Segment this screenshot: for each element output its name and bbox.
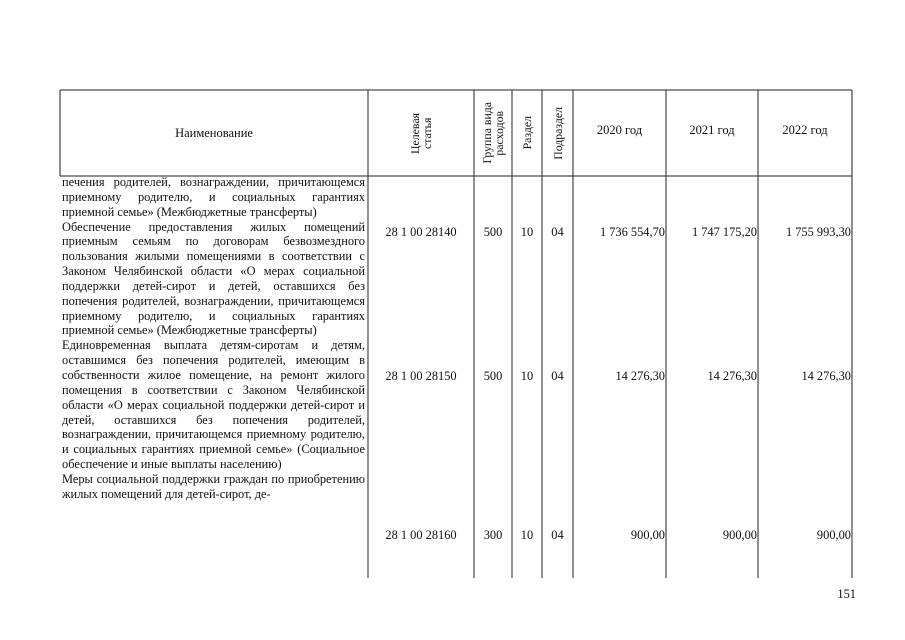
row-3-section: 10: [520, 528, 534, 542]
header-2021: [666, 90, 758, 170]
row-1-group: 500: [483, 225, 503, 239]
row-3-2022: 900,00: [816, 528, 851, 542]
row-1-2022: 1 755 993,30: [785, 225, 851, 239]
row-3-group: 300: [483, 528, 503, 542]
row-4-name: Меры социальной поддержки граждан по приобретению жилых помещений для детей-сирот, де-: [62, 471, 365, 501]
row-2-code: 28 1 00 28150: [385, 369, 457, 383]
header-2022: [758, 90, 852, 170]
row-3-2020: 900,00: [630, 528, 665, 542]
row-1-2020: 1 736 554,70: [599, 225, 665, 239]
row-2-2020: 14 276,30: [615, 369, 665, 383]
row-3-subsection: 04: [551, 528, 564, 542]
row-2-section: 10: [520, 369, 534, 383]
row-1-code: 28 1 00 28140: [385, 225, 457, 239]
header-subsection: [542, 90, 573, 176]
row-1-name: печения родителей, вознаграждении, причитающемся приемному родителю, и социальных гарантиях приемной семье» (Межбюджетные трансферты): [62, 175, 365, 219]
header-name-label: Наименование: [175, 125, 253, 140]
header-2022-label: 2022 год: [782, 122, 828, 137]
header-section: [512, 90, 542, 176]
row-1-subsection: 04: [551, 225, 564, 239]
row-2-subsection: 04: [551, 369, 564, 383]
page-number: 151: [837, 587, 856, 601]
row-2-2022: 14 276,30: [801, 369, 851, 383]
header-expense-group: [474, 90, 512, 176]
header-group-line2: расходов: [492, 110, 506, 156]
row-1-2021: 1 747 175,20: [691, 225, 757, 239]
header-2020: [573, 90, 666, 170]
row-1-section: 10: [520, 225, 534, 239]
header-name: [60, 90, 368, 176]
row-2-name: Обеспечение предоставления жилых помещений приемным семьям по договорам безвозмездного пользования жилыми помещениями в соответствии с Законом Челябинской области «О мерах социальной поддержки детей-сирот и детей, оставшихся без попечения родителей, вознаграждении, причитающемся приемному родителю, и социальных гарантиях приемной семье» (Межбюджетные трансферты): [62, 219, 365, 338]
header-group-line1: Группа вида: [480, 102, 494, 164]
header-target-line1: Целевая: [408, 112, 422, 154]
row-3-2021: 900,00: [722, 528, 757, 542]
row-2-group: 500: [483, 369, 503, 383]
header-2020-label: 2020 год: [596, 122, 643, 137]
name-column: [62, 175, 365, 575]
header-target-line2: статья: [420, 117, 434, 149]
header-section-label: Раздел: [520, 116, 534, 150]
header-2021-label: 2021 год: [689, 122, 735, 137]
row-2-2021: 14 276,30: [707, 369, 757, 383]
row-3-code: 28 1 00 28160: [385, 528, 457, 542]
header-subsection-label: Подраздел: [550, 106, 565, 160]
header-target-article: [368, 90, 474, 176]
row-3-name: Единовременная выплата детям-сиротам и детям, оставшимся без попечения родителей, имеющим в собственности жилое помещение, на ремонт жилого помещения в соответствии с Законом Челябинской области «О мерах социальной поддержки детей-сирот и детей, оставшихся без попечения родителей, вознаграждении, причитающемся приемному родителю, и социальных гарантиях приемной семье» (Социальное обеспечение и иные выплаты населению): [62, 338, 365, 472]
